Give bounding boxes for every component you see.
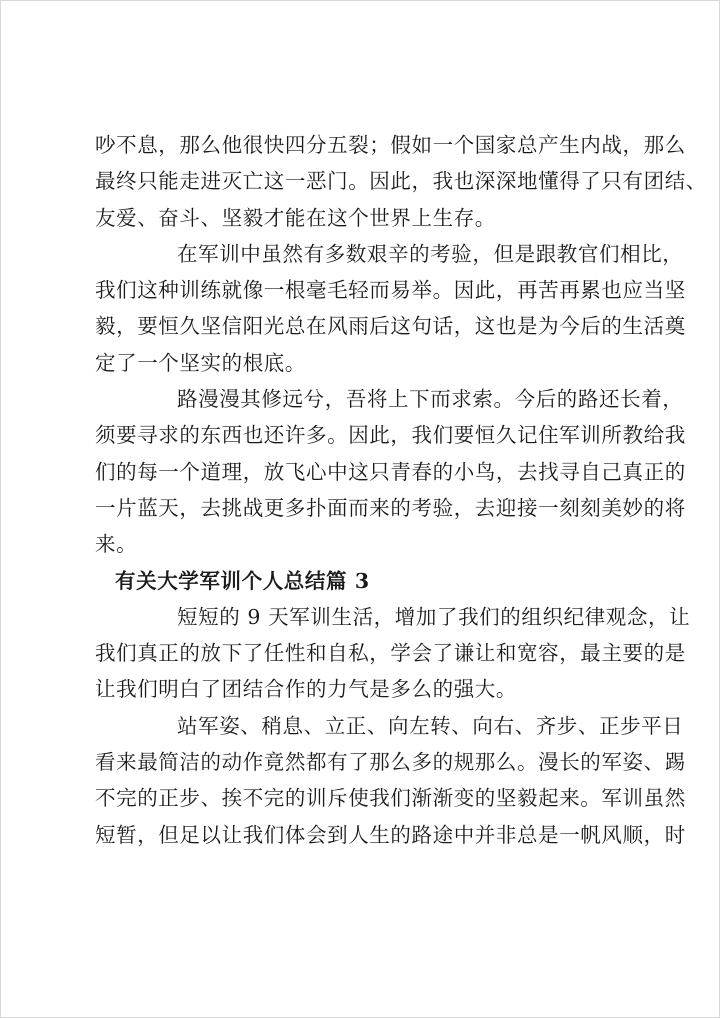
paragraph-line: 我们真正的放下了任性和自私，学会了谦让和宽容，最主要的是 xyxy=(95,641,686,666)
paragraph-line: 看来最简洁的动作竟然都有了那么多的规那么。漫长的军姿、踢 xyxy=(95,750,686,775)
paragraph-line: 最终只能走进灭亡这一恶门。因此，我也深深地懂得了只有团结、 xyxy=(95,169,707,194)
paragraph-line: 毅，要恒久坚信阳光总在风雨后这句话，这也是为今后的生活奠 xyxy=(95,314,686,339)
paragraph-line: 短暂，但足以让我们体会到人生的路途中并非总是一帆风顺，时 xyxy=(95,822,686,847)
paragraph-line: 我们这种训练就像一根毫毛轻而易举。因此，再苦再累也应当坚 xyxy=(95,278,686,303)
paragraph-2 xyxy=(95,236,686,381)
paragraph-line: 在军训中虽然有多数艰辛的考验，但是跟教官们相比， xyxy=(177,241,684,266)
paragraph-1 xyxy=(95,127,707,236)
paragraph-5 xyxy=(95,708,686,853)
paragraph-line: 不完的正步、挨不完的训斥使我们渐渐变的坚毅起来。军训虽然 xyxy=(95,786,686,811)
paragraph-line: 路漫漫其修远兮，吾将上下而求索。今后的路还长着， xyxy=(177,387,684,412)
paragraph-4 xyxy=(95,599,691,708)
paragraph-line: 短短的 9 天军训生活，增加了我们的组织纪律观念，让 xyxy=(177,604,691,629)
paragraph-line: 站军姿、稍息、立正、向左转、向右、齐步、正步平日 xyxy=(177,713,684,738)
paragraph-line: 须要寻求的东西也还许多。因此，我们要恒久记住军训所教给我 xyxy=(95,423,686,448)
document-body xyxy=(95,127,707,853)
section-heading: 有关大学军训个人总结篇 3 xyxy=(115,568,370,593)
paragraph-line: 一片蓝天，去挑战更多扑面而来的考验，去迎接一刻刻美妙的将 xyxy=(95,495,686,520)
paragraph-3 xyxy=(95,381,686,562)
paragraph-line: 们的每一个道理，放飞心中这只青春的小鸟，去找寻自己真正的 xyxy=(95,459,686,484)
paragraph-line: 吵不息，那么他很快四分五裂；假如一个国家总产生内战，那么 xyxy=(95,133,686,157)
paragraph-line: 定了一个坚实的根底。 xyxy=(95,350,306,375)
paragraph-line: 来。 xyxy=(95,532,138,557)
paragraph-line: 让我们明白了团结合作的力气是多么的强大。 xyxy=(95,677,517,702)
paragraph-line: 友爱、奋斗、坚毅才能在这个世界上生存。 xyxy=(95,205,496,230)
